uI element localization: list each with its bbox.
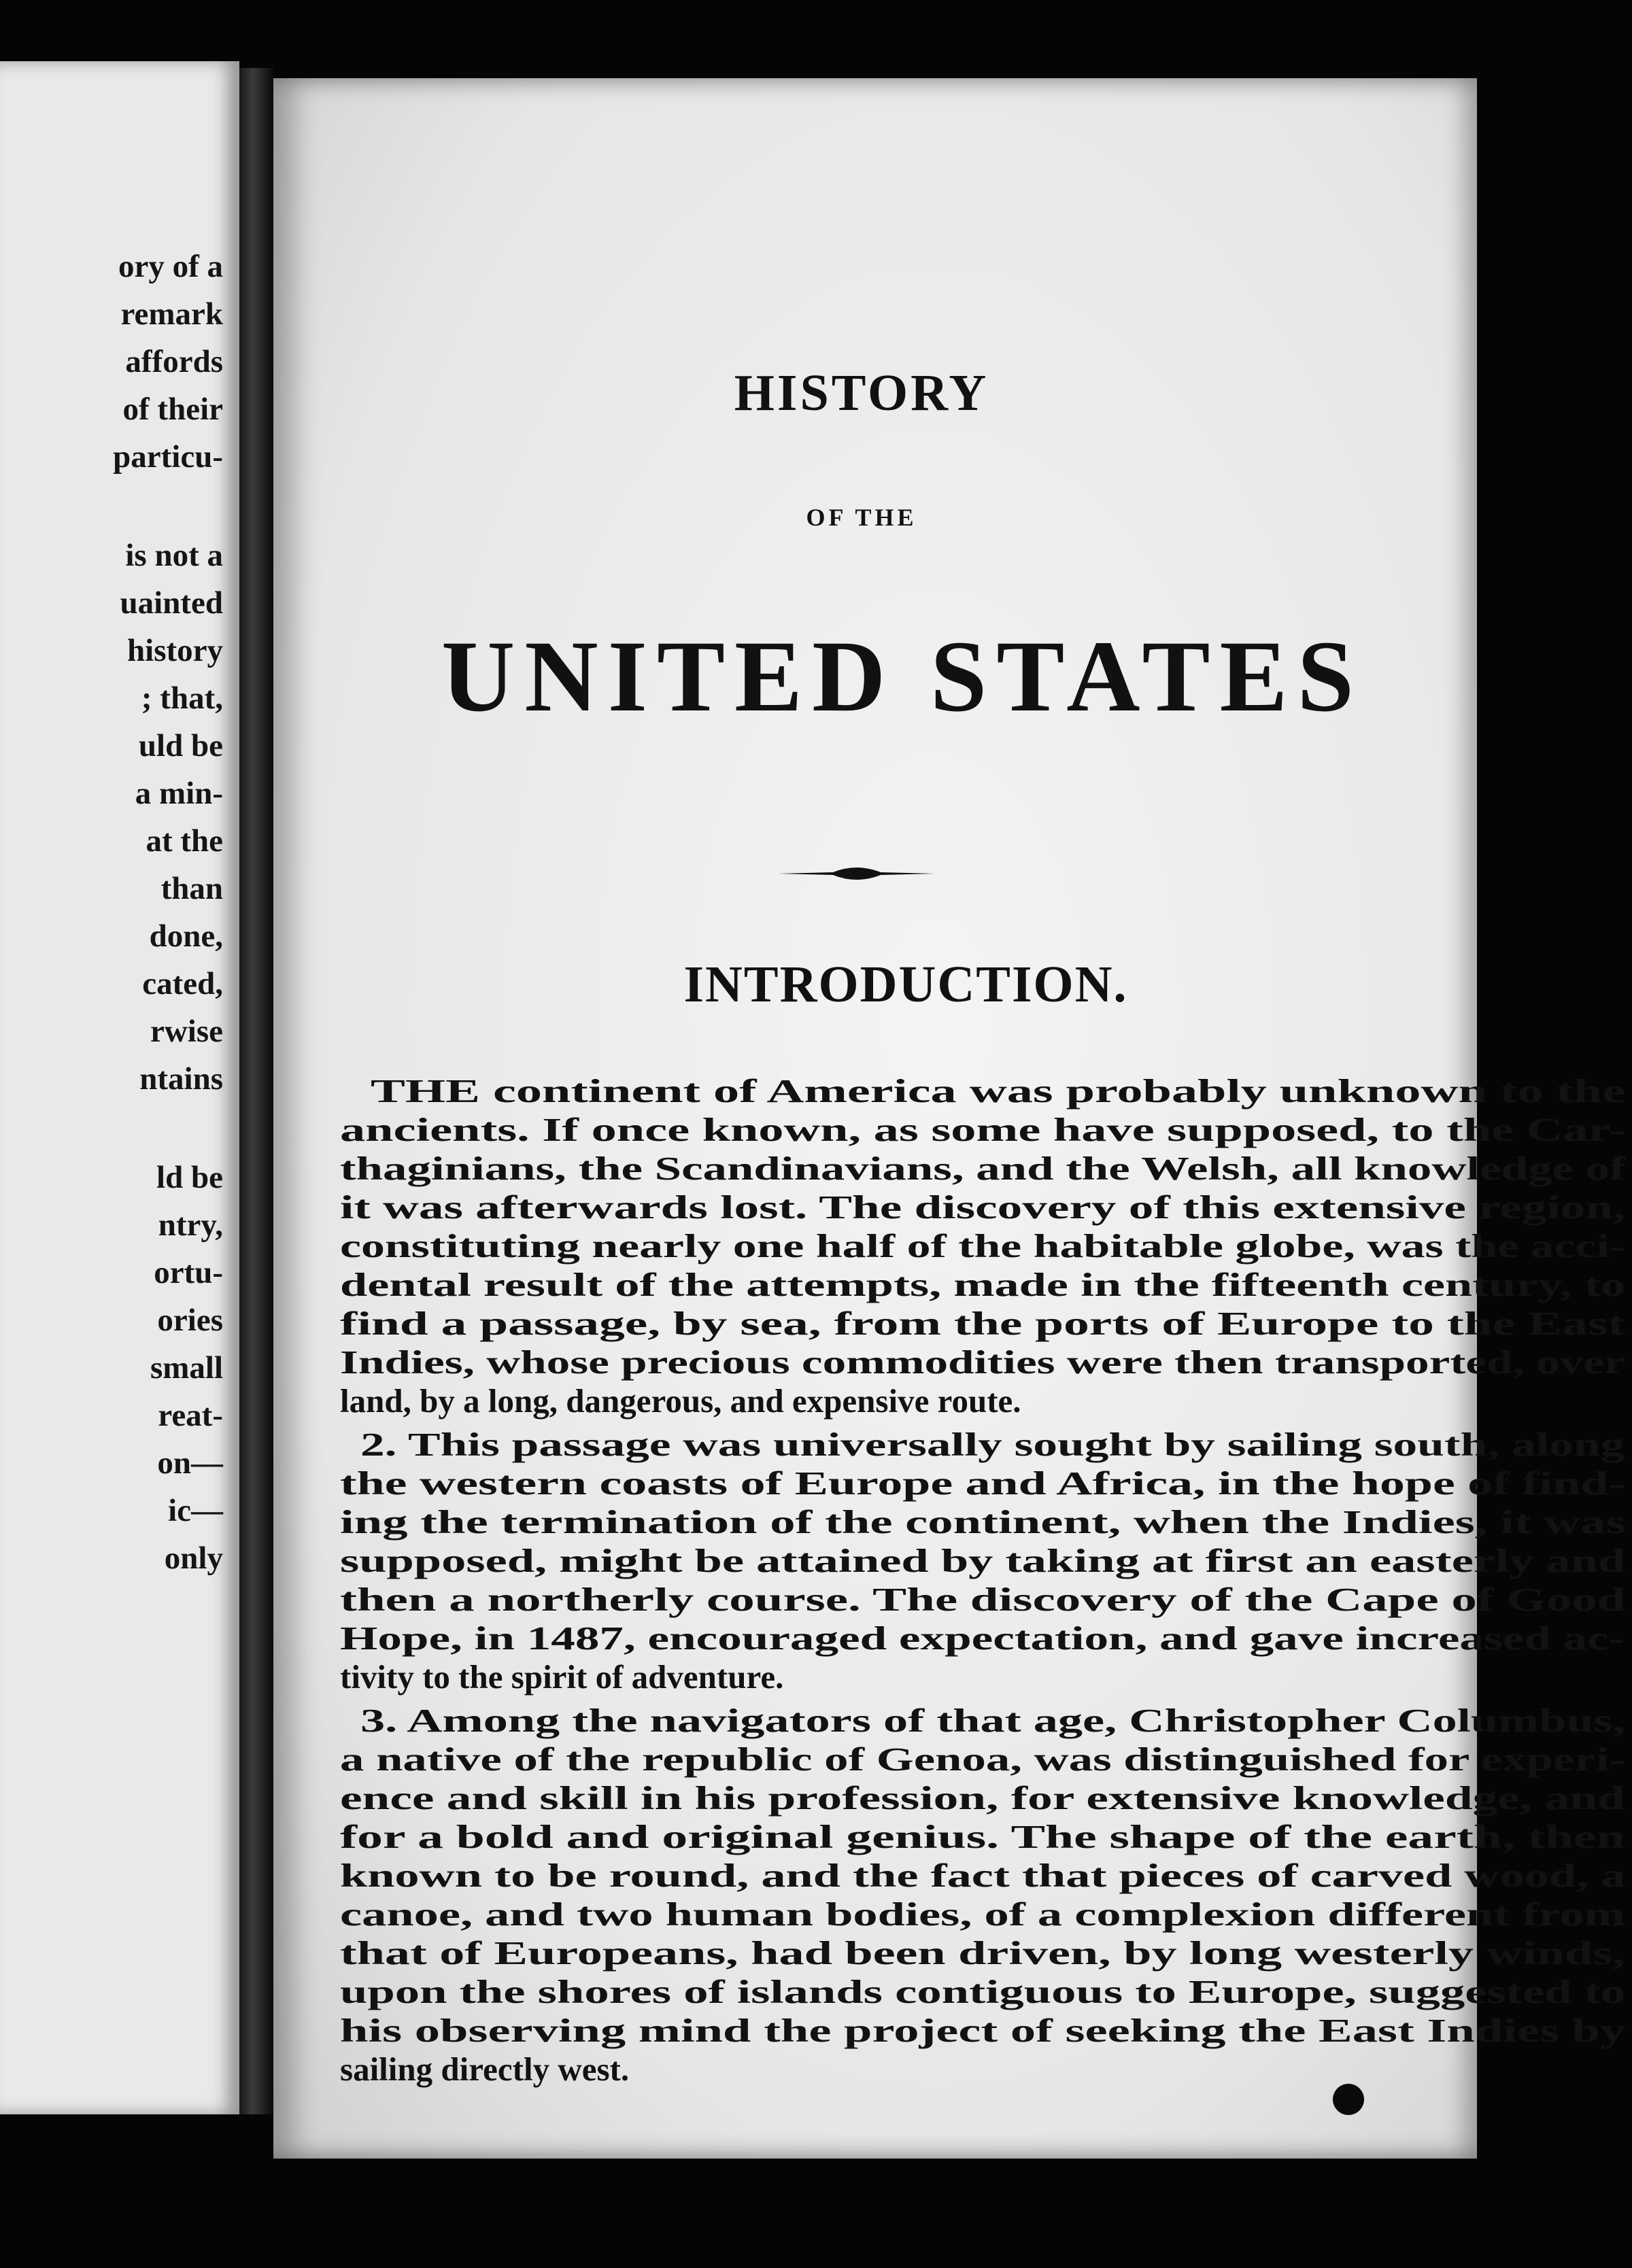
body-line: that of Europeans, had been driven, by long westerly winds, — [340, 1934, 1625, 1972]
main-page — [273, 78, 1626, 2159]
body-line: Indies, whose precious commodities were then transported, over — [340, 1343, 1625, 1381]
left-page-line: ntains — [139, 1061, 223, 1097]
left-page-line: than — [160, 871, 223, 906]
left-page-line: remark — [120, 296, 223, 332]
ink-blot — [1333, 2084, 1364, 2115]
left-page-line: reat- — [158, 1398, 223, 1433]
left-page-line: is not a — [125, 538, 223, 573]
body-line: the western coasts of Europe and Africa, in the hope of find- — [340, 1464, 1626, 1502]
body-line: sailing directly west. — [340, 2050, 630, 2088]
body-line: his observing mind the project of seeking the East Indies by — [340, 2012, 1626, 2049]
body-line: canoe, and two human bodies, of a complexion different from — [340, 1895, 1626, 1933]
left-page-line: particu- — [113, 439, 223, 475]
body-line: constituting nearly one half of the habitable globe, was the acci- — [340, 1227, 1626, 1265]
body-line: supposed, might be attained by taking at first an easterly and — [340, 1542, 1626, 1579]
body-line: 2. This passage was universally sought by sailing south, along — [360, 1426, 1625, 1463]
body-line: THE continent of America was probably unknown to the — [371, 1072, 1626, 1110]
left-page-line: small — [150, 1350, 223, 1386]
title-history: HISTORY — [734, 364, 989, 422]
left-page-line: rwise — [150, 1014, 223, 1049]
left-page-line: a min- — [135, 776, 223, 811]
left-page-line: uainted — [120, 585, 223, 621]
left-page-line: at the — [146, 823, 223, 859]
section-heading: INTRODUCTION. — [683, 956, 1128, 1013]
left-page-fragment — [0, 61, 239, 2114]
body-line: upon the shores of islands contiguous to Europe, suggested to — [340, 1973, 1626, 2010]
body-line: Hope, in 1487, encouraged expectation, and gave increased ac- — [340, 1619, 1625, 1657]
body-line: for a bold and original genius. The shape of the earth, then — [340, 1818, 1625, 1855]
title-of-the: OF THE — [806, 504, 917, 531]
body-line: tivity to the spirit of adventure. — [340, 1658, 784, 1696]
body-line: ence and skill in his profession, for extensive knowledge, and — [340, 1779, 1625, 1817]
left-page-line: of their — [122, 392, 223, 427]
body-line: it was afterwards lost. The discovery of this extensive region, — [340, 1188, 1626, 1226]
left-page-line: ory of a — [118, 249, 223, 284]
left-page-line: history — [127, 633, 223, 668]
left-page-line: ; that, — [141, 681, 223, 716]
body-line: dental result of the attempts, made in the fifteenth century, to — [340, 1266, 1626, 1303]
body-line: find a passage, by sea, from the ports of Europe to the East — [340, 1305, 1625, 1342]
left-page-line: done, — [149, 918, 223, 954]
body-line: ancients. If once known, as some have supposed, to the Car- — [340, 1111, 1626, 1148]
body-line: thaginians, the Scandinavians, and the Welsh, all knowledge of — [340, 1150, 1626, 1187]
left-page-line: cated, — [142, 966, 223, 1001]
body-line: ing the termination of the continent, when the Indies, it was — [340, 1503, 1626, 1541]
left-page-line: ic— — [168, 1493, 223, 1528]
title-united-states: UNITED STATES — [441, 620, 1363, 733]
body-line: a native of the republic of Genoa, was distinguished for experi- — [340, 1740, 1626, 1778]
ornament-rule — [779, 860, 935, 887]
left-page-line: ories — [157, 1303, 223, 1338]
body-line: land, by a long, dangerous, and expensive route. — [340, 1382, 1021, 1420]
body-line: then a northerly course. The discovery of the Cape of Good — [340, 1581, 1626, 1618]
body-line: 3. Among the navigators of that age, Christopher Columbus, — [360, 1702, 1625, 1739]
body-line: known to be round, and the fact that pieces of carved wood, a — [340, 1857, 1626, 1894]
left-page-line: affords — [125, 344, 223, 379]
left-page-line: ld be — [156, 1160, 223, 1195]
left-page-line: on— — [157, 1445, 223, 1481]
left-page-line: ntry, — [158, 1207, 223, 1243]
left-page-line: only — [164, 1541, 223, 1576]
left-page-line: uld be — [138, 728, 223, 763]
left-page-line: ortu- — [154, 1255, 223, 1290]
